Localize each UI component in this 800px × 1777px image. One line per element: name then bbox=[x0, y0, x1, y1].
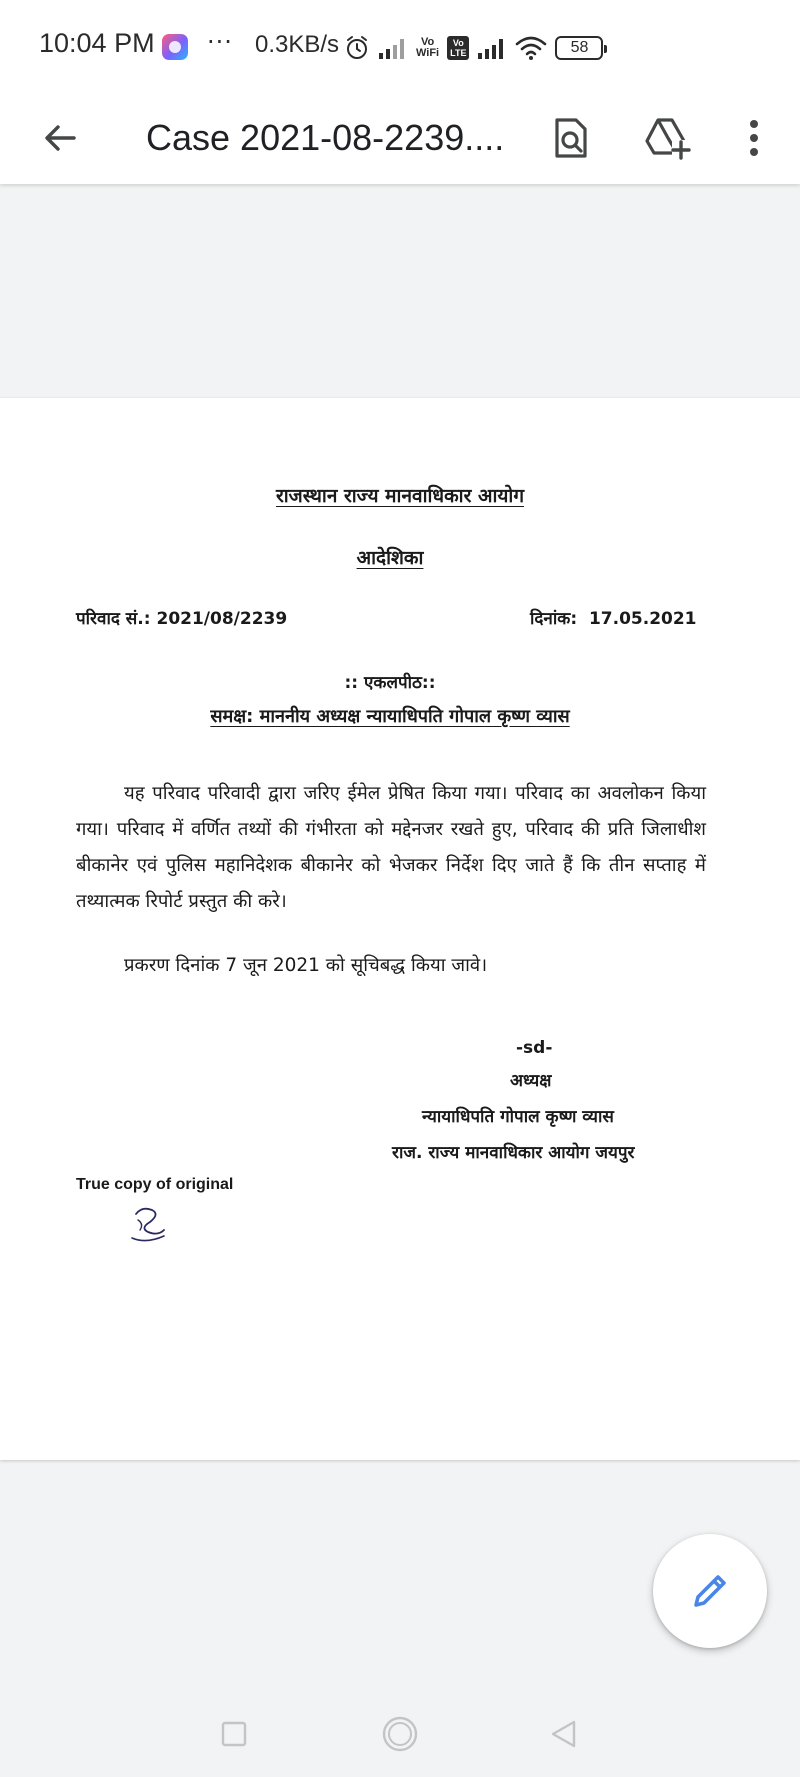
back-triangle-icon bbox=[549, 1719, 579, 1749]
case-number-row bbox=[76, 606, 287, 629]
document-page[interactable] bbox=[0, 398, 800, 1460]
document-title: Case 2021-08-2239.... bbox=[146, 117, 505, 158]
signal-icon bbox=[378, 37, 408, 59]
volte-label-vo: Vo bbox=[452, 38, 464, 48]
vowifi-label-vo: Vo bbox=[420, 36, 435, 48]
more-vert-icon bbox=[746, 118, 762, 158]
app-icon bbox=[162, 34, 188, 60]
status-icons bbox=[344, 30, 603, 66]
sd-mark: -sd- bbox=[516, 1038, 553, 1058]
battery-level: 58 bbox=[570, 39, 589, 56]
alarm-icon bbox=[344, 35, 370, 61]
case-number: 2021/08/2239 bbox=[156, 609, 288, 629]
more-notifications-icon: ··· bbox=[207, 28, 233, 56]
date-row bbox=[530, 606, 697, 629]
signatory-organization: राज. राज्य मानवाधिकार आयोग जयपुर bbox=[392, 1143, 635, 1163]
before-line: समक्ष: माननीय अध्यक्ष न्यायाधिपति गोपाल कृष्ण व्यास bbox=[210, 706, 570, 727]
recents-button[interactable] bbox=[210, 1710, 258, 1758]
order-paragraph-1: यह परिवाद परिवादी द्वारा जरिए ईमेल प्रेषित किया गया। परिवाद का अवलोकन किया गया। परिवाद में वर्णित तथ्यों की गंभीरता को मद्देनजर रखते हुए, परिवाद की प्रति जिलाधीश बीकानेर एवं पुलिस महानिदेशक बीकानेर को भेजकर निर्देश दिए जाते हैं कि तीन सप्ताह में तथ्यात्मक रिपोर्ट प्रस्तुत की करे। bbox=[76, 783, 706, 912]
battery-icon bbox=[555, 36, 603, 60]
signal-icon-2 bbox=[477, 37, 507, 59]
nav-back-button[interactable] bbox=[540, 1710, 588, 1758]
handwritten-signature bbox=[128, 1204, 168, 1246]
status-time: 10:04 PM bbox=[39, 28, 155, 58]
add-to-drive-button[interactable] bbox=[638, 108, 698, 168]
volte-label-lte: LTE bbox=[450, 48, 467, 58]
back-arrow-icon bbox=[40, 118, 80, 158]
status-bar bbox=[0, 0, 800, 92]
case-number-label: परिवाद सं.: bbox=[76, 609, 151, 629]
vowifi-label-wifi: WiFi bbox=[416, 47, 440, 59]
app-toolbar bbox=[0, 92, 800, 184]
recents-square-icon bbox=[220, 1720, 248, 1748]
home-circle-icon bbox=[380, 1714, 420, 1754]
vowifi-icon bbox=[416, 37, 439, 59]
volte-icon bbox=[447, 36, 469, 60]
edit-fab-button[interactable] bbox=[653, 1534, 767, 1648]
back-button[interactable] bbox=[30, 108, 90, 168]
add-to-drive-icon bbox=[644, 116, 692, 160]
more-options-button[interactable] bbox=[724, 108, 784, 168]
designation: अध्यक्ष bbox=[510, 1071, 552, 1091]
network-speed: 0.3KB/s bbox=[255, 31, 340, 58]
wifi-icon bbox=[515, 35, 547, 61]
document-heading: राजस्थान राज्य मानवाधिकार आयोग bbox=[275, 485, 525, 507]
order-date: 17.05.2021 bbox=[588, 609, 697, 629]
system-nav-bar bbox=[0, 1690, 800, 1777]
home-button[interactable] bbox=[376, 1710, 424, 1758]
find-in-page-icon bbox=[551, 116, 591, 160]
signatory-name: न्यायाधिपति गोपाल कृष्ण व्यास bbox=[422, 1107, 614, 1127]
document-subheading: आदेशिका bbox=[356, 547, 424, 569]
date-label: दिनांक: bbox=[530, 609, 578, 629]
find-in-page-button[interactable] bbox=[541, 108, 601, 168]
true-copy-note: True copy of original bbox=[76, 1176, 234, 1193]
bench-label: :: एकलपीठ:: bbox=[344, 673, 436, 693]
order-paragraph-2: प्रकरण दिनांक 7 जून 2021 को सूचिबद्ध किया जावे। bbox=[124, 955, 488, 976]
edit-pencil-icon bbox=[688, 1569, 732, 1613]
